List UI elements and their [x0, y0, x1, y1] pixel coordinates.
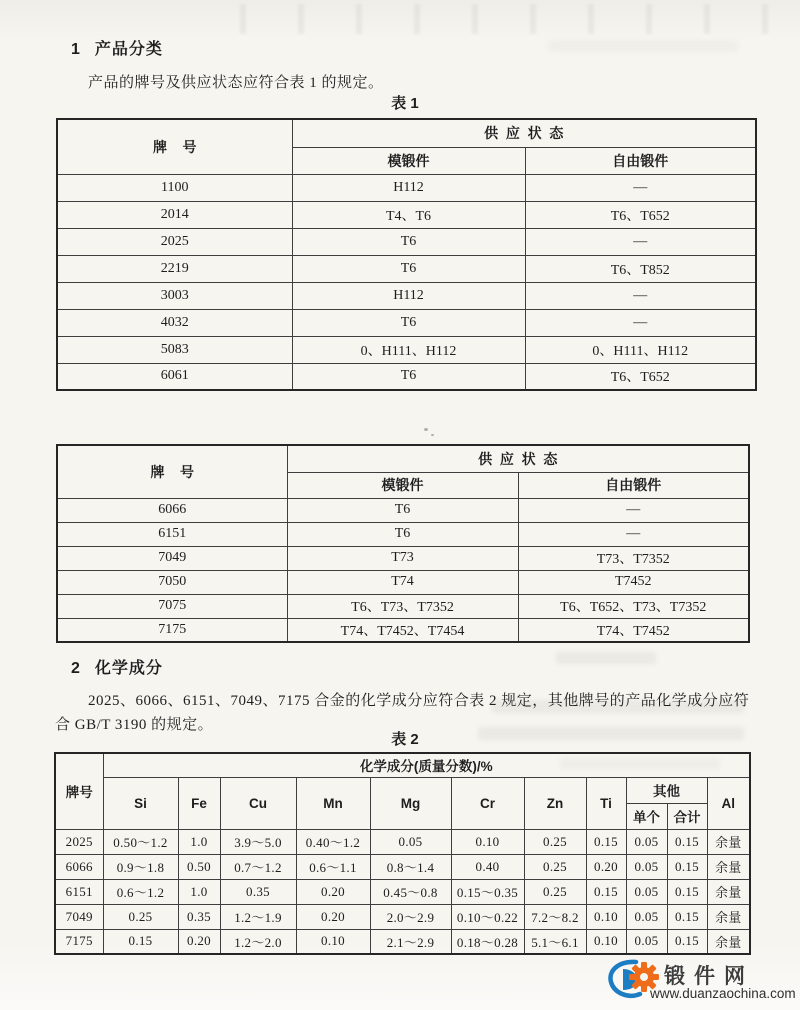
table-2: [54, 752, 751, 955]
table-cell: 0.15: [103, 929, 178, 954]
section-2-body: 2025、6066、6151、7049、7175 合金的化学成分应符合表 2 规定，其他牌号的产品化学成分应符合 GB/T 3190 的规定。: [55, 693, 750, 733]
table-cell: 0.50～1.2: [103, 829, 178, 854]
table-cell: 0.40～1.2: [296, 829, 370, 854]
site-name: 锻件网: [664, 965, 754, 988]
table-cell: 0.15: [667, 879, 707, 904]
col-header-cu: Cu: [220, 777, 296, 829]
table-cell: 余量: [707, 829, 750, 854]
table-cell: 0.15: [667, 929, 707, 954]
col-header-grade: 牌 号: [57, 445, 287, 498]
table-cell: —: [525, 174, 756, 201]
table-cell: 5083: [57, 336, 292, 363]
table-cell: 7049: [55, 904, 103, 929]
table-cell: 0.10: [451, 829, 524, 854]
table-2-caption: 表 2: [391, 731, 419, 748]
bleedthrough-artifact: [240, 4, 785, 34]
col-header-other-total: 合计: [667, 803, 707, 829]
section-2-title: 化学成分: [94, 660, 163, 677]
table-row: [57, 594, 749, 618]
col-header-cr: Cr: [451, 777, 524, 829]
table-cell: 1.0: [178, 879, 220, 904]
table-row: [57, 498, 749, 522]
table-cell: 0.15: [586, 829, 626, 854]
table-row: [55, 879, 750, 904]
table-cell: 6151: [57, 522, 287, 546]
section-1-title: 产品分类: [94, 41, 163, 58]
col-header-other-single: 单个: [626, 803, 667, 829]
table-row: [57, 228, 756, 255]
col-header-free-forging: 自由锻件: [518, 472, 749, 498]
table-header-row: [57, 119, 756, 147]
table-cell: 1.2～2.0: [220, 929, 296, 954]
table-cell: 0.05: [626, 879, 667, 904]
table-cell: T73: [287, 546, 518, 570]
table-header-row: [55, 777, 750, 803]
table-cell: T6: [287, 522, 518, 546]
table-cell: —: [525, 309, 756, 336]
table-1-caption: 表 1: [391, 95, 419, 112]
table-cell: —: [525, 228, 756, 255]
table-cell: 2.1～2.9: [370, 929, 451, 954]
table-cell: 0.15: [667, 854, 707, 879]
table-cell: 0.35: [220, 879, 296, 904]
table-cell: 6066: [55, 854, 103, 879]
table-cell: 0.10: [586, 929, 626, 954]
table-cell: T4、T6: [292, 201, 525, 228]
table-cell: 0.15～0.35: [451, 879, 524, 904]
table-cell: 0.05: [370, 829, 451, 854]
table-row: [57, 309, 756, 336]
col-header-free-forging: 自由锻件: [525, 147, 756, 174]
table-cell: 0.20: [178, 929, 220, 954]
table-cell: T6、T73、T7352: [287, 594, 518, 618]
table-cell: 3003: [57, 282, 292, 309]
table-cell: 0.40: [451, 854, 524, 879]
table-cell: 0.9～1.8: [103, 854, 178, 879]
table-cell: —: [518, 498, 749, 522]
table-cell: 0.6～1.1: [296, 854, 370, 879]
table-cell: 0.6～1.2: [103, 879, 178, 904]
table-cell: 0、H111、H112: [292, 336, 525, 363]
col-header-die-forging: 模锻件: [292, 147, 525, 174]
table-cell: 0.15: [667, 829, 707, 854]
col-header-supply-state: 供 应 状 态: [287, 445, 749, 472]
table-cell: T6: [292, 363, 525, 390]
table-cell: 5.1～6.1: [524, 929, 586, 954]
section-1-number: 1: [71, 41, 81, 58]
table-cell: 7050: [57, 570, 287, 594]
col-header-supply-state: 供 应 状 态: [292, 119, 756, 147]
table-cell: T6: [287, 498, 518, 522]
site-watermark: [606, 955, 796, 1007]
table-cell: 0.25: [524, 879, 586, 904]
table-cell: 0.05: [626, 904, 667, 929]
table-cell: —: [518, 522, 749, 546]
table-row: [55, 929, 750, 954]
table-cell: 0.7～1.2: [220, 854, 296, 879]
table-cell: 1.2～1.9: [220, 904, 296, 929]
scan-speck: [431, 434, 434, 436]
table-cell: 6061: [57, 363, 292, 390]
table-cell: 7.2～8.2: [524, 904, 586, 929]
table-header-row: [57, 445, 749, 472]
table-cell: 0.20: [296, 904, 370, 929]
table-row: [57, 174, 756, 201]
col-header-al: Al: [707, 777, 750, 829]
table-cell: T6: [292, 228, 525, 255]
table-cell: T6、T652: [525, 363, 756, 390]
table-cell: T6、T852: [525, 255, 756, 282]
table-row: [57, 336, 756, 363]
table-1-continued: [56, 444, 750, 643]
table-cell: 0.45～0.8: [370, 879, 451, 904]
table-row: [57, 546, 749, 570]
table-cell: T6: [292, 255, 525, 282]
table-cell: 余量: [707, 904, 750, 929]
table-cell: T6: [292, 309, 525, 336]
table-row: [57, 522, 749, 546]
section-2-number: 2: [71, 660, 81, 677]
site-url-link[interactable]: www.duanzaochina.com: [650, 986, 796, 1001]
table-cell: 2219: [57, 255, 292, 282]
table-cell: 0.25: [524, 829, 586, 854]
table-cell: 0.8～1.4: [370, 854, 451, 879]
table-cell: 7049: [57, 546, 287, 570]
col-header-mg: Mg: [370, 777, 451, 829]
col-header-fe: Fe: [178, 777, 220, 829]
table-cell: 余量: [707, 854, 750, 879]
col-header-grade: 牌 号: [57, 119, 292, 174]
col-header-zn: Zn: [524, 777, 586, 829]
table-cell: 7075: [57, 594, 287, 618]
table-row: [57, 255, 756, 282]
table-1b-body: [57, 498, 749, 642]
table-2-body: [55, 829, 750, 954]
table-cell: 0.05: [626, 929, 667, 954]
section-1-heading: [71, 36, 163, 59]
table-cell: T74、T7452、T7454: [287, 618, 518, 642]
table-1-body: [57, 174, 756, 390]
section-2-heading: [71, 655, 163, 678]
table-cell: 0.10～0.22: [451, 904, 524, 929]
table-cell: 2.0～2.9: [370, 904, 451, 929]
table-header-row: [55, 753, 750, 777]
table-cell: 0.35: [178, 904, 220, 929]
col-header-grade: 牌号: [55, 753, 103, 829]
col-header-ti: Ti: [586, 777, 626, 829]
table-cell: 0.25: [524, 854, 586, 879]
section-1-body: 产品的牌号及供应状态应符合表 1 的规定。: [88, 75, 384, 91]
col-header-mn: Mn: [296, 777, 370, 829]
table-row: [55, 854, 750, 879]
table-row: [57, 363, 756, 390]
table-cell: 7175: [55, 929, 103, 954]
table-cell: 余量: [707, 879, 750, 904]
table-cell: 0、H111、H112: [525, 336, 756, 363]
table-cell: 7175: [57, 618, 287, 642]
table-cell: T74: [287, 570, 518, 594]
table-row: [57, 201, 756, 228]
table-cell: 0.25: [103, 904, 178, 929]
table-cell: H112: [292, 282, 525, 309]
table-cell: 1100: [57, 174, 292, 201]
col-header-composition: 化学成分(质量分数)/%: [103, 753, 750, 777]
table-cell: T6、T652、T73、T7352: [518, 594, 749, 618]
table-row: [55, 904, 750, 929]
table-cell: 0.20: [296, 879, 370, 904]
table-cell: 2025: [57, 228, 292, 255]
table-cell: 0.10: [296, 929, 370, 954]
table-cell: T7452: [518, 570, 749, 594]
table-cell: T73、T7352: [518, 546, 749, 570]
table-cell: 0.18～0.28: [451, 929, 524, 954]
bleedthrough-artifact: [548, 40, 738, 52]
table-cell: 0.20: [586, 854, 626, 879]
table-cell: 4032: [57, 309, 292, 336]
table-row: [55, 829, 750, 854]
table-cell: 0.15: [667, 904, 707, 929]
col-header-other: 其他: [626, 777, 707, 803]
table-row: [57, 570, 749, 594]
table-cell: 0.50: [178, 854, 220, 879]
table-cell: 2014: [57, 201, 292, 228]
table-cell: —: [525, 282, 756, 309]
bleedthrough-artifact: [556, 652, 656, 664]
table-cell: 0.05: [626, 854, 667, 879]
table-cell: 3.9～5.0: [220, 829, 296, 854]
table-row: [57, 282, 756, 309]
table-1: [56, 118, 757, 391]
table-cell: 余量: [707, 929, 750, 954]
table-cell: 0.15: [586, 879, 626, 904]
table-cell: 0.10: [586, 904, 626, 929]
table-cell: 1.0: [178, 829, 220, 854]
table-cell: 0.05: [626, 829, 667, 854]
table-cell: T74、T7452: [518, 618, 749, 642]
table-cell: 2025: [55, 829, 103, 854]
table-cell: 6066: [57, 498, 287, 522]
scan-speck: [424, 428, 428, 431]
table-cell: T6、T652: [525, 201, 756, 228]
table-cell: H112: [292, 174, 525, 201]
table-row: [57, 618, 749, 642]
col-header-die-forging: 模锻件: [287, 472, 518, 498]
table-cell: 6151: [55, 879, 103, 904]
col-header-si: Si: [103, 777, 178, 829]
